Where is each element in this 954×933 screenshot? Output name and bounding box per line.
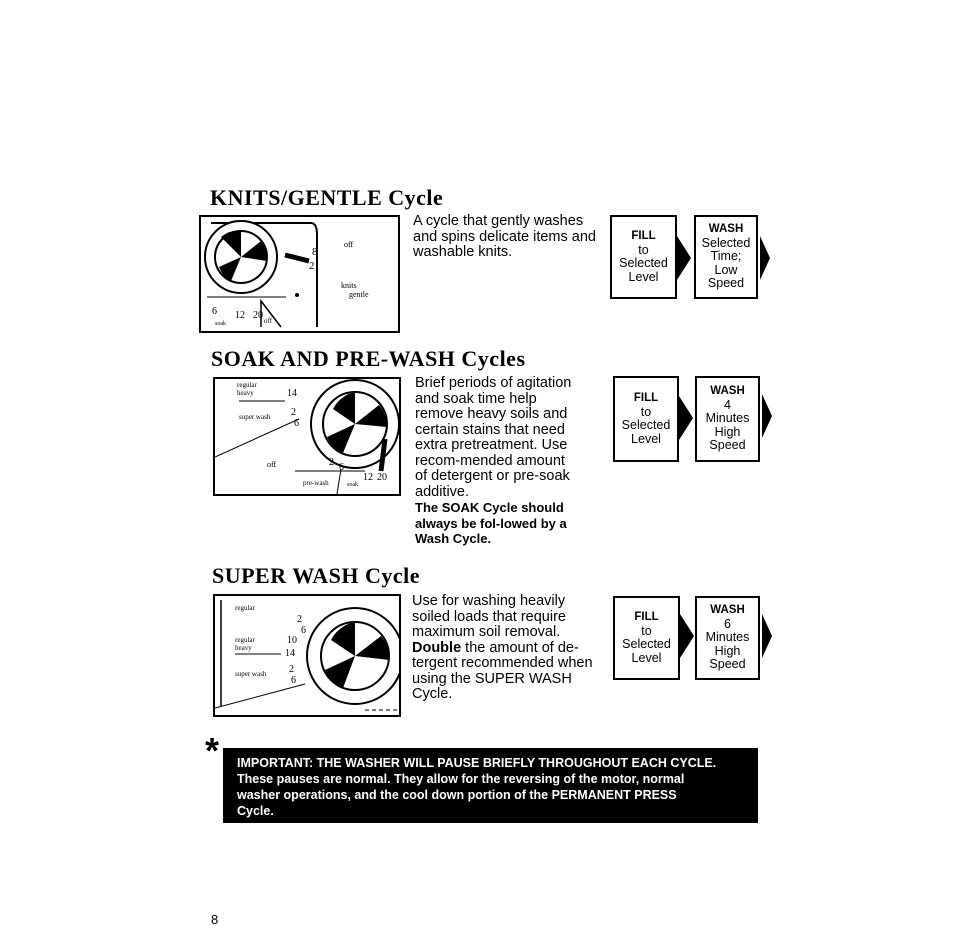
- knits-dial-6: 6: [212, 306, 217, 317]
- soak-description: [415, 376, 579, 547]
- knits-wash-step: [694, 215, 758, 299]
- knits-wash-line4: Speed: [707, 276, 745, 291]
- super-description-rest: the amount of de-tergent recommended when using the SUPER WASH Cycle.: [412, 639, 593, 702]
- super-dial-6: 6: [301, 625, 306, 636]
- super-arrow-1-icon: [680, 614, 694, 658]
- super-dial-14: 14: [285, 648, 295, 659]
- soak-prewash-heading: SOAK AND PRE-WASH Cycles: [211, 346, 526, 371]
- knits-fill-line2: Selected: [619, 256, 668, 270]
- knits-description-text: A cycle that gently washes and spins delicate items and washable knits.: [413, 213, 596, 260]
- soak-dial-super-wash: super wash: [239, 413, 271, 421]
- soak-dial-6b: 6: [339, 462, 344, 473]
- knits-dial-gentle: gentle: [349, 290, 369, 299]
- soak-dial-illustration: [213, 377, 401, 496]
- knits-dial-knits: knits: [341, 281, 357, 290]
- super-wash-line3: High: [714, 643, 741, 658]
- knits-dial-20: 20: [253, 310, 263, 321]
- knits-wash-line2: Time;: [710, 249, 742, 264]
- super-fill-line1: to: [641, 623, 652, 638]
- knits-gentle-heading: KNITS/GENTLE Cycle: [210, 185, 444, 210]
- super-arrow-2-icon: [762, 614, 772, 658]
- super-wash-heading: SUPER WASH Cycle: [212, 563, 421, 588]
- knits-fill-line1: to: [638, 242, 649, 257]
- super-description: [412, 594, 597, 703]
- soak-dial-14: 14: [287, 388, 297, 399]
- super-description-intro: Use for washing heavily soiled loads that require maximum soil removal.: [412, 593, 566, 640]
- knits-dial-off-top: off: [344, 240, 354, 249]
- super-fill-line2: Selected: [622, 637, 671, 651]
- knits-dial-off-bottom: off: [264, 317, 273, 325]
- soak-wash-title: WASH: [710, 385, 745, 398]
- knits-arrow-2-icon: [760, 236, 770, 280]
- soak-description-text: Brief periods of agitation and soak time help remove heavy soils and certain stains that need extra pretreatment. Use recom-mended amount of detergent or pre-soak additive.: [415, 375, 572, 500]
- soak-description-bold: The SOAK Cycle should always be fol-lowed by a Wash Cycle.: [415, 500, 567, 546]
- soak-arrow-1-icon: [679, 396, 693, 440]
- knits-fill-title: FILL: [631, 230, 656, 242]
- super-wash-line2: Minutes: [705, 630, 750, 645]
- super-fill-title: FILL: [634, 611, 659, 623]
- knits-wash-line1: Selected: [701, 235, 751, 250]
- knits-fill-line3: Level: [628, 269, 659, 284]
- knits-dial-soak: soak: [215, 321, 226, 327]
- super-dial-10: 10: [287, 635, 297, 646]
- soak-fill-line1: to: [640, 404, 652, 419]
- soak-dial-2: 2: [291, 407, 296, 418]
- soak-wash-line2: Minutes: [705, 411, 750, 426]
- notice-line-2: These pauses are normal. They allow for the reversing of the motor, normal: [237, 772, 685, 786]
- soak-dial-pre-wash: pre-wash: [303, 479, 329, 487]
- super-dial-2: 2: [297, 614, 302, 625]
- super-description-double: Double: [412, 639, 462, 656]
- super-fill-step: [613, 596, 680, 680]
- knits-arrow-1-icon: [677, 236, 691, 280]
- super-dial-regular-top: regular: [235, 604, 255, 612]
- soak-dial-regular: regular: [237, 381, 257, 389]
- soak-wash-line3: High: [714, 424, 741, 439]
- soak-dial-2b: 2: [329, 457, 334, 468]
- knits-dial-illustration: [199, 215, 400, 333]
- important-notice-box: [223, 748, 758, 823]
- knits-fill-step: [610, 215, 677, 299]
- soak-wash-line1: 4: [724, 397, 731, 412]
- soak-wash-line4: Speed: [709, 438, 746, 453]
- soak-dial-20: 20: [377, 472, 387, 483]
- super-dial-super-wash: super wash: [235, 670, 267, 678]
- page-number: 8: [211, 912, 219, 927]
- notice-line-4: Cycle.: [237, 804, 274, 818]
- soak-fill-line3: Level: [631, 431, 661, 446]
- asterisk-mark: *: [205, 730, 220, 771]
- soak-arrow-2-icon: [762, 394, 772, 438]
- soak-dial-12: 12: [363, 472, 373, 483]
- knits-description: [413, 214, 598, 261]
- super-description-text: [412, 594, 597, 703]
- super-fill-line3: Level: [631, 650, 662, 665]
- notice-line-1: IMPORTANT: THE WASHER WILL PAUSE BRIEFLY THROUGHOUT EACH CYCLE.: [237, 756, 717, 770]
- super-dial-6b: 6: [291, 675, 296, 686]
- soak-wash-step: [695, 376, 760, 462]
- super-wash-title: WASH: [710, 604, 745, 617]
- soak-dial-off: off: [267, 460, 277, 469]
- super-dial-heavy: heavy: [235, 644, 252, 652]
- notice-line-3: washer operations, and the cool down portion of the PERMANENT PRESS: [237, 788, 677, 802]
- knits-wash-line3: Low: [714, 262, 738, 277]
- super-dial-2b: 2: [289, 664, 294, 675]
- knits-wash-title: WASH: [708, 223, 744, 236]
- soak-dial-6: 6: [294, 418, 299, 429]
- super-wash-step: [695, 596, 760, 680]
- soak-fill-title: FILL: [633, 392, 659, 404]
- knits-dial-12: 12: [235, 310, 245, 321]
- soak-fill-step: [613, 376, 679, 462]
- super-dial-regular: regular: [235, 636, 255, 644]
- knits-dial-num-8: 8: [312, 246, 318, 258]
- soak-dial-heavy: heavy: [237, 389, 254, 397]
- knits-dial-num-2: 2: [309, 260, 315, 272]
- super-dial-illustration: [213, 594, 401, 717]
- super-wash-line4: Speed: [709, 657, 746, 672]
- soak-fill-line2: Selected: [621, 418, 671, 432]
- super-wash-line1: 6: [724, 616, 731, 631]
- soak-dial-soak: soak: [347, 482, 358, 488]
